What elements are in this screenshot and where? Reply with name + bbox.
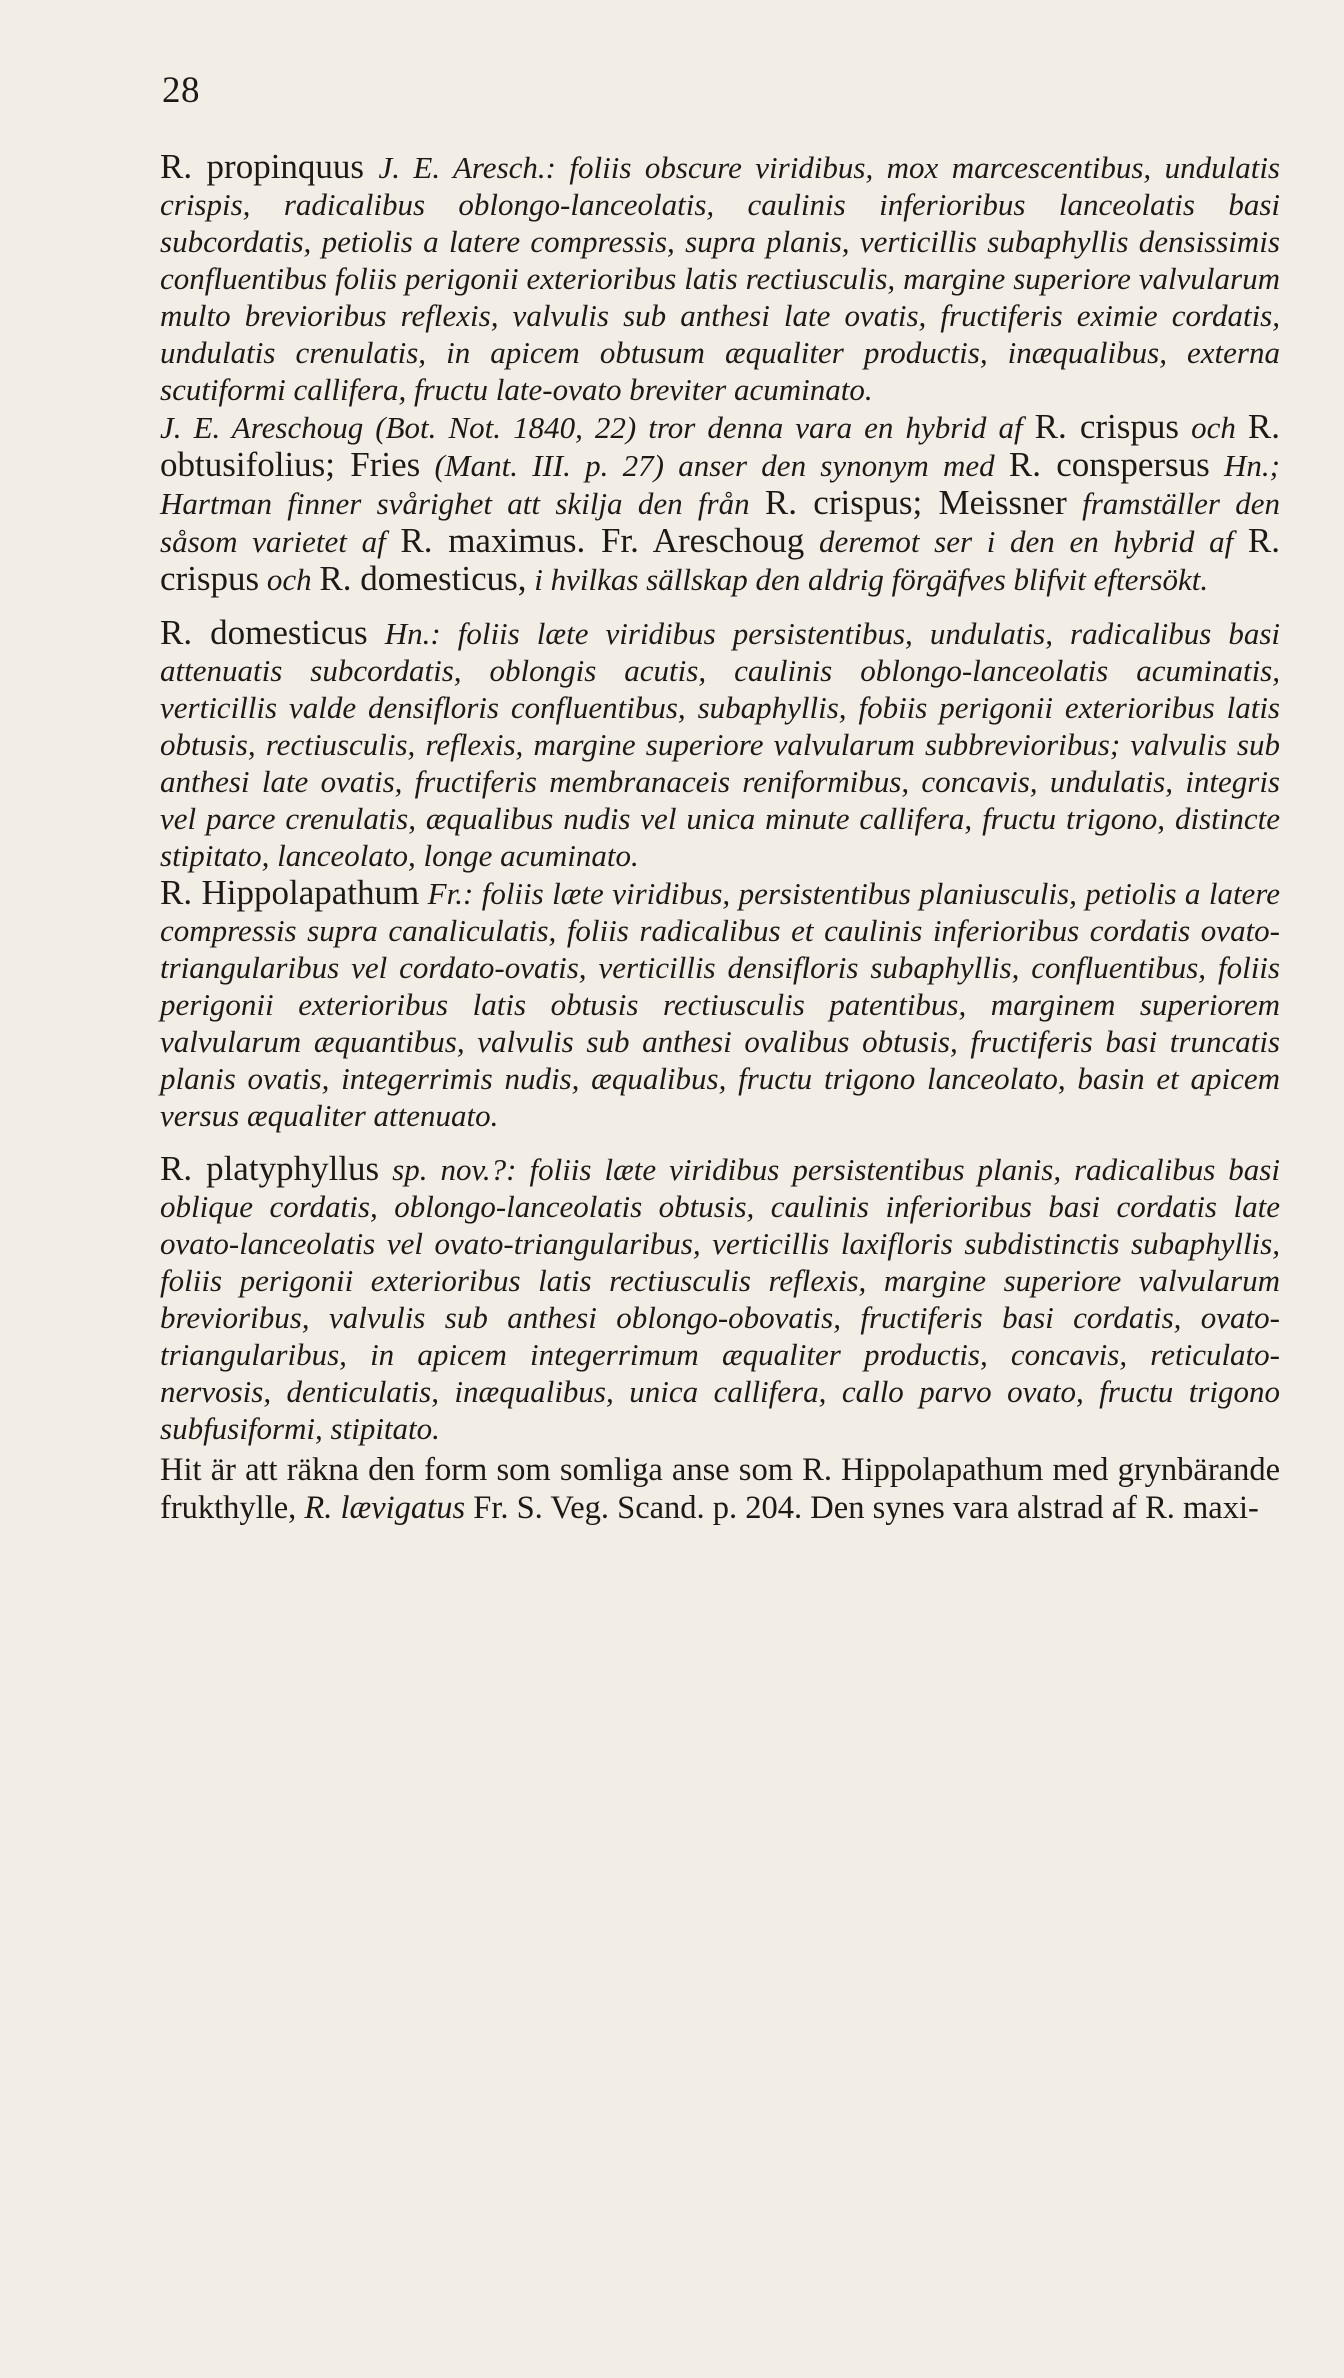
text-run: framställer den såsom varietet af [160,486,1280,559]
species-name: R. domesticus [160,613,368,652]
text-run: R. domesticus, [319,559,527,598]
paragraph-domesticus [160,614,1280,874]
text-run: och [259,562,320,597]
paragraph-areschoug-note [160,408,1280,598]
species-name: R. lævigatus [304,1490,466,1526]
text-run: deremot ser i den en hybrid af [804,524,1248,559]
description-text: sp. nov.?: foliis læte viridibus persistentibus planis, radicalibus basi oblique cordatis, oblongo-lanceolatis obtusis, caulinis inferioribus basi cordatis late ovato-lanceolatis vel ovato-triangularibus, verticillis laxifloris subdistinctis subaphyllis, foliis perigonii exterioribus latis rectiusculis reflexis, margine superiore valvularum brevioribus, valvulis sub anthesi oblongo-obovatis, fructiferis basi cordatis, ovato-triangularibus, in apicem integerrimum æqualiter productis, concavis, reticulato-nervosis, denticulatis, inæqualibus, unica callifera, callo parvo ovato, fructu trigono subfusiformi, stipitato. [160,1152,1280,1446]
description-text: J. E. Aresch.: foliis obscure viridibus, mox marcescentibus, undulatis crispis, radicalibus oblongo-lanceolatis, caulinis inferioribus lanceolatis basi subcordatis, petiolis a latere compressis, supra planis, verticillis subaphyllis densissimis confluentibus foliis perigonii exterioribus latis rectiusculis, margine superiore valvularum multo brevioribus reflexis, valvulis sub anthesi late ovatis, fructiferis eximie cordatis, undulatis crenulatis, in apicem obtusum æqualiter productis, inæqualibus, externa scutiformi callifera, fructu late-ovato breviter acuminato. [160,150,1280,407]
text-run: R. crispus [160,521,1281,598]
species-name: R. platyphyllus [160,1149,380,1188]
paragraph-closing-note [160,1451,1280,1527]
text-run: Hit är att räkna den form som somliga anse som R. Hippolapathum med grynbärande frukthylle, [160,1452,1280,1526]
text-run: R. maximus. Fr. Areschoug [400,521,805,560]
paragraph-hippolapathum [160,874,1280,1134]
text-run: (Mant. III. p. 27) anser den synonym med [420,448,1009,483]
text-run: R. conspersus [1008,445,1210,484]
text-run: R. crispus [1034,407,1179,446]
page-number: 28 [162,70,200,111]
text-run: Hn.; Hartman finner svårighet att skilja den från [160,448,1280,521]
description-text: Hn.: foliis læte viridibus persistentibus, undulatis, radicalibus basi attenuatis subcordatis, oblongis acutis, caulinis oblongo-lanceolatis acuminatis, verticillis valde densifloris confluentibus, subaphyllis, fobiis perigonii exterioribus latis obtusis, rectiusculis, reflexis, margine superiore valvularum subbrevioribus; valvulis sub anthesi late ovatis, fructiferis membranaceis reniformibus, concavis, undulatis, integris vel parce crenulatis, æqualibus nudis vel unica minute callifera, fructu trigono, distincte stipitato, lanceolato, longe acuminato. [160,616,1280,873]
species-name: propinquus [192,147,379,186]
text-run: och [1179,410,1248,445]
paragraph-propinquus [160,148,1280,408]
species-name: R. Hippolapathum [160,873,420,912]
description-text: Fr.: foliis læte viridibus, persistentibus planiusculis, petiolis a latere compressis supra canaliculatis, foliis radicalibus et caulinis inferioribus cordatis ovato-triangularibus vel cordato-ovatis, verticillis densifloris subaphyllis, confluentibus, foliis perigonii exterioribus latis obtusis rectiusculis patentibus, marginem superiorem valvularum æquantibus, valvulis sub anthesi ovalibus obtusis, fructiferis basi truncatis planis ovatis, integerrimis nudis, æqualibus, fructu trigono lanceolato, basin et apicem versus æqualiter attenuato. [160,876,1280,1133]
text-run: R. crispus; Meissner [764,483,1067,522]
text-run: J. E. Areschoug (Bot. Not. 1840, 22) tror denna vara en hybrid af [160,410,1035,445]
text-body [160,148,1280,1527]
species-name: R. [160,147,193,186]
paragraph-platyphyllus [160,1150,1280,1447]
text-run: R. obtusifolius; Fries [160,407,1281,484]
text-run: Fr. S. Veg. Scand. p. 204. Den synes vara alstrad af R. maxi- [465,1490,1259,1526]
text-run: i hvilkas sällskap den aldrig förgäfves blifvit eftersökt. [526,562,1209,597]
